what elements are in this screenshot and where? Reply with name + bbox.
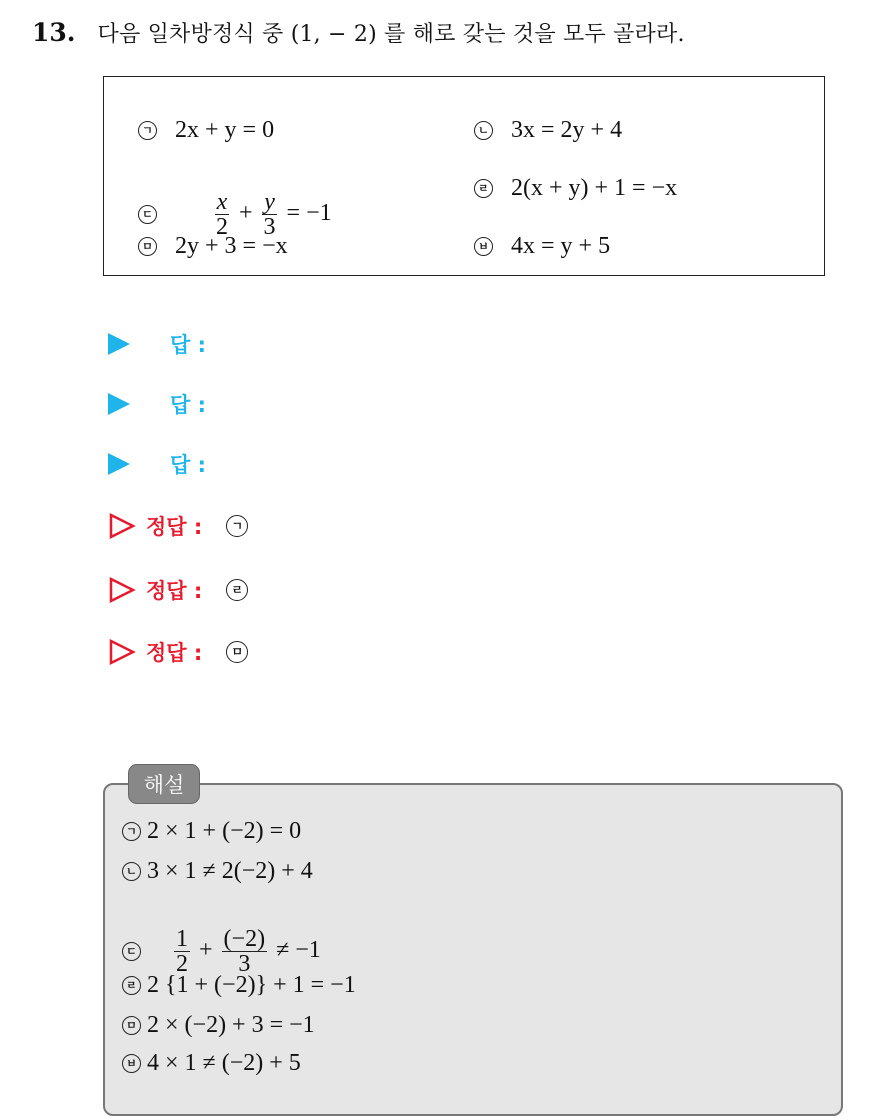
explanation-marker-icon: ㄱ: [122, 822, 141, 841]
solution-row-1: [108, 508, 266, 544]
solution-label: 정답 :: [146, 515, 203, 539]
choice-marker-icon: ㄱ: [138, 121, 157, 140]
outline-triangle-icon: [108, 513, 136, 539]
choices-box: [103, 76, 825, 276]
choice-6: [474, 233, 610, 260]
choice-marker-icon: ㄴ: [474, 121, 493, 140]
outline-triangle-icon: [108, 577, 136, 603]
question-header: [32, 12, 685, 52]
fraction-numerator: 1: [176, 926, 188, 952]
fraction-denominator: 2: [216, 214, 228, 240]
choice-marker-icon: ㄹ: [474, 179, 493, 198]
fraction-denominator: 3: [238, 951, 251, 977]
question-number: 13.: [32, 17, 76, 47]
solution-row-2: [108, 572, 266, 608]
answer-row-2: [108, 386, 206, 422]
explanation-equation: 3 × 1 ≠ 2(−2) + 4: [147, 858, 313, 884]
fraction-numerator: x: [216, 189, 228, 215]
explanation-line-5: [122, 1012, 315, 1039]
fraction: [214, 190, 230, 239]
explanation-equation: 2 × 1 + (−2) = 0: [147, 818, 302, 844]
answer-label: 답 :: [170, 453, 206, 477]
explanation-line-1: [122, 818, 301, 845]
solution-label: 정답 :: [146, 579, 203, 603]
choice-equation: 2x + y = 0: [175, 117, 275, 143]
choice-equation: 3x = 2y + 4: [511, 117, 623, 143]
fraction: [174, 927, 190, 976]
equation-rest: ≠ −1: [270, 937, 321, 964]
choice-equation: 2(x + y) + 1 = −x: [511, 175, 678, 201]
solution-marker-icon: ㄱ: [226, 515, 248, 537]
choice-marker-icon: ㅁ: [138, 237, 157, 256]
choice-marker-icon: ㅂ: [474, 237, 493, 256]
choice-5: [138, 233, 288, 260]
equation-rest: = −1: [280, 200, 332, 227]
explanation-marker-icon: ㄷ: [122, 942, 141, 961]
choice-marker-icon: ㄷ: [138, 205, 157, 224]
explanation-marker-icon: ㄹ: [122, 976, 141, 995]
play-triangle-icon: [108, 393, 130, 415]
explanation-equation: 2 {1 + (−2)} + 1 = −1: [147, 972, 356, 998]
choice-equation: 2y + 3 = −x: [175, 233, 288, 259]
play-triangle-icon: [108, 453, 130, 475]
explanation-marker-icon: ㅁ: [122, 1016, 141, 1035]
explanation-marker-icon: ㅂ: [122, 1054, 141, 1073]
fraction-numerator: y: [264, 189, 275, 215]
explanation-equation: 2 × (−2) + 3 = −1: [147, 1012, 315, 1038]
operator: +: [233, 200, 259, 227]
solution-marker-icon: ㄹ: [226, 579, 248, 601]
explanation-equation: 4 × 1 ≠ (−2) + 5: [147, 1050, 301, 1076]
explanation-line-4: [122, 972, 356, 999]
fraction-numerator: (−2): [223, 926, 266, 952]
fraction-denominator: 2: [176, 951, 188, 977]
choice-equation: 4x = y + 5: [511, 233, 611, 259]
solution-label: 정답 :: [146, 641, 203, 665]
operator: +: [193, 937, 219, 964]
play-triangle-icon: [108, 333, 130, 355]
solution-marker-icon: ㅁ: [226, 641, 248, 663]
answer-label: 답 :: [170, 393, 206, 417]
answer-row-3: [108, 446, 206, 482]
choice-2: [474, 117, 622, 144]
explanation-line-6: [122, 1050, 301, 1077]
choice-4: [474, 175, 677, 202]
fraction: [262, 190, 278, 239]
fraction: [222, 927, 268, 976]
outline-triangle-icon: [108, 639, 136, 665]
explanation-tab: 해설: [128, 764, 200, 804]
solution-row-3: [108, 634, 266, 670]
question-text: 다음 일차방정식 중 (1, − 2) 를 해로 갖는 것을 모두 골라라.: [97, 21, 685, 47]
choice-1: [138, 117, 274, 144]
answer-row-1: [108, 326, 206, 362]
fraction-denominator: 3: [263, 214, 276, 240]
answer-label: 답 :: [170, 333, 206, 357]
explanation-marker-icon: ㄴ: [122, 862, 141, 881]
explanation-line-2: [122, 858, 313, 885]
